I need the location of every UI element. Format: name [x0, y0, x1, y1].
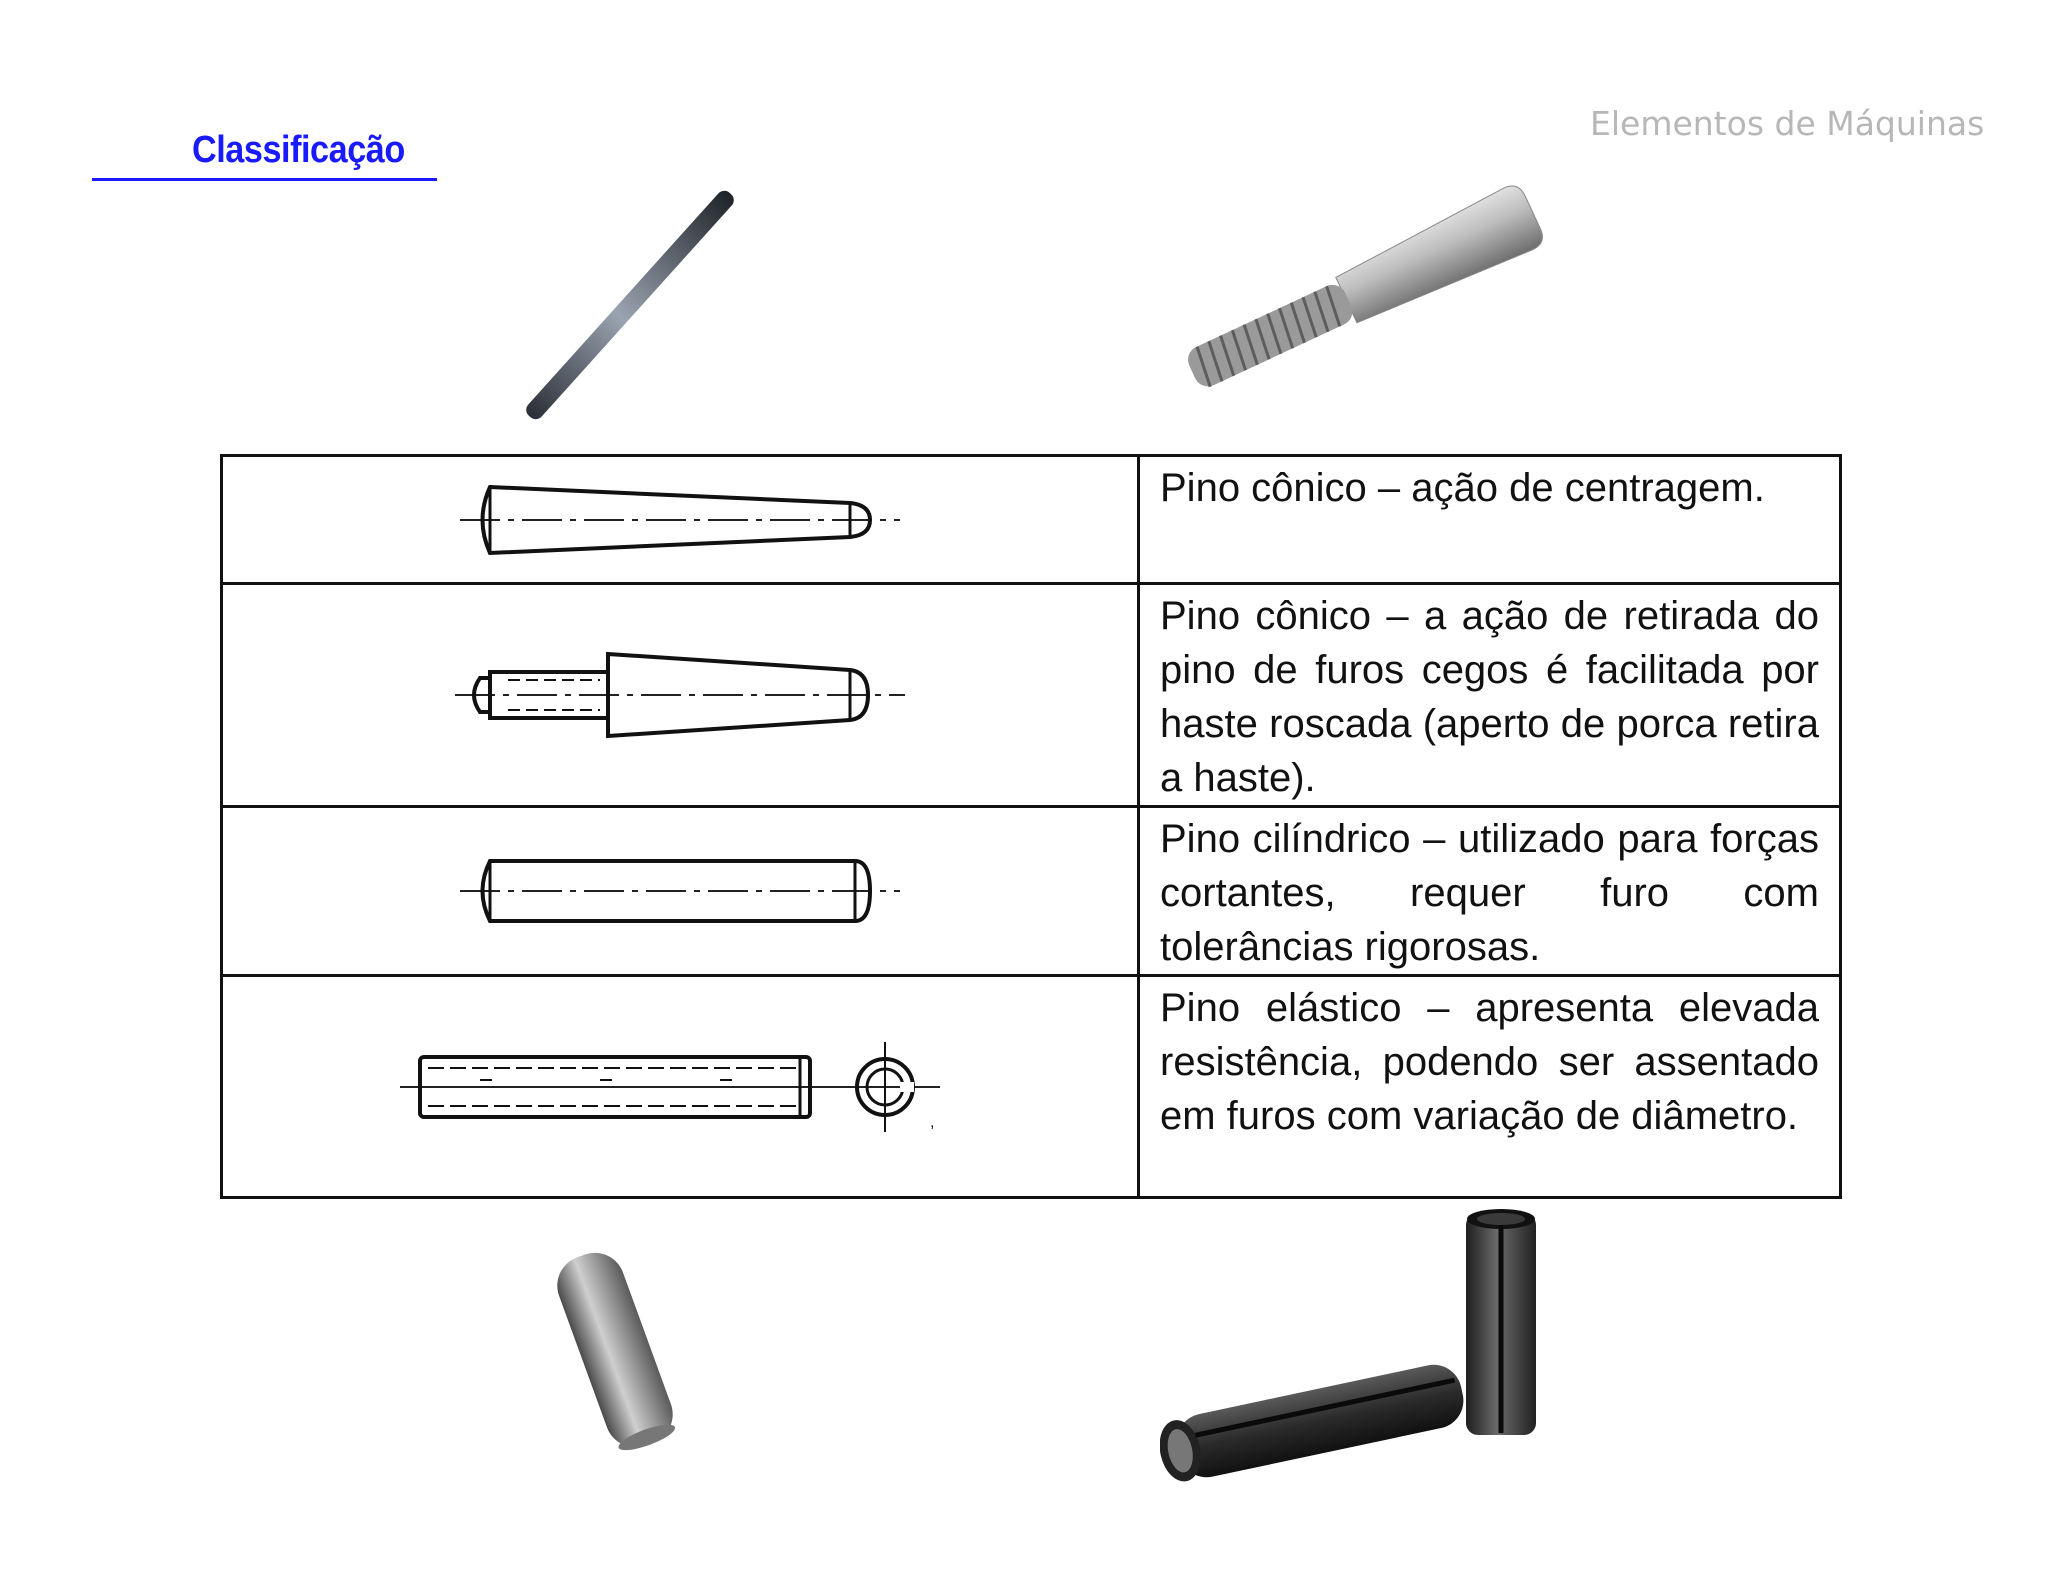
table-row — [222, 807, 1841, 976]
document-header-title: Elementos de Máquinas — [1590, 104, 1985, 143]
pin-classification-table — [220, 454, 1842, 1199]
threaded-tapered-pin-drawing-icon — [450, 640, 910, 750]
pin-description: Pino cilíndrico – utilizado para forças cortantes, requer furo com tolerâncias rigorosas. — [1139, 807, 1841, 976]
pin-description: Pino cônico – a ação de retirada do pino de furos cegos é facilitada por haste roscada (aperto de porca retira a haste). — [1139, 584, 1841, 807]
table-row — [222, 584, 1841, 807]
drawing-cell — [222, 976, 1139, 1198]
cylindrical-pin-drawing-icon — [450, 846, 910, 936]
section-heading — [92, 124, 437, 181]
spring-pin-drawing-icon — [400, 1032, 960, 1142]
pin-description: Pino elástico – apresenta elevada resistência, podendo ser assentado em furos com variação de diâmetro. — [1139, 976, 1841, 1198]
svg-text:,: , — [930, 1113, 935, 1131]
cylindrical-pin-photo — [525, 1235, 705, 1465]
pin-description: Pino cônico – ação de centragem. — [1139, 456, 1841, 584]
section-heading-text: Classificação — [192, 129, 405, 171]
taper-pin-photo — [480, 160, 780, 450]
table-row — [222, 456, 1841, 584]
tapered-pin-drawing-icon — [450, 465, 910, 575]
threaded-taper-pin-photo — [1165, 170, 1545, 420]
drawing-cell — [222, 807, 1139, 976]
drawing-cell — [222, 584, 1139, 807]
drawing-cell — [222, 456, 1139, 584]
table-row — [222, 976, 1841, 1198]
spring-pins-photo — [1160, 1205, 1550, 1490]
